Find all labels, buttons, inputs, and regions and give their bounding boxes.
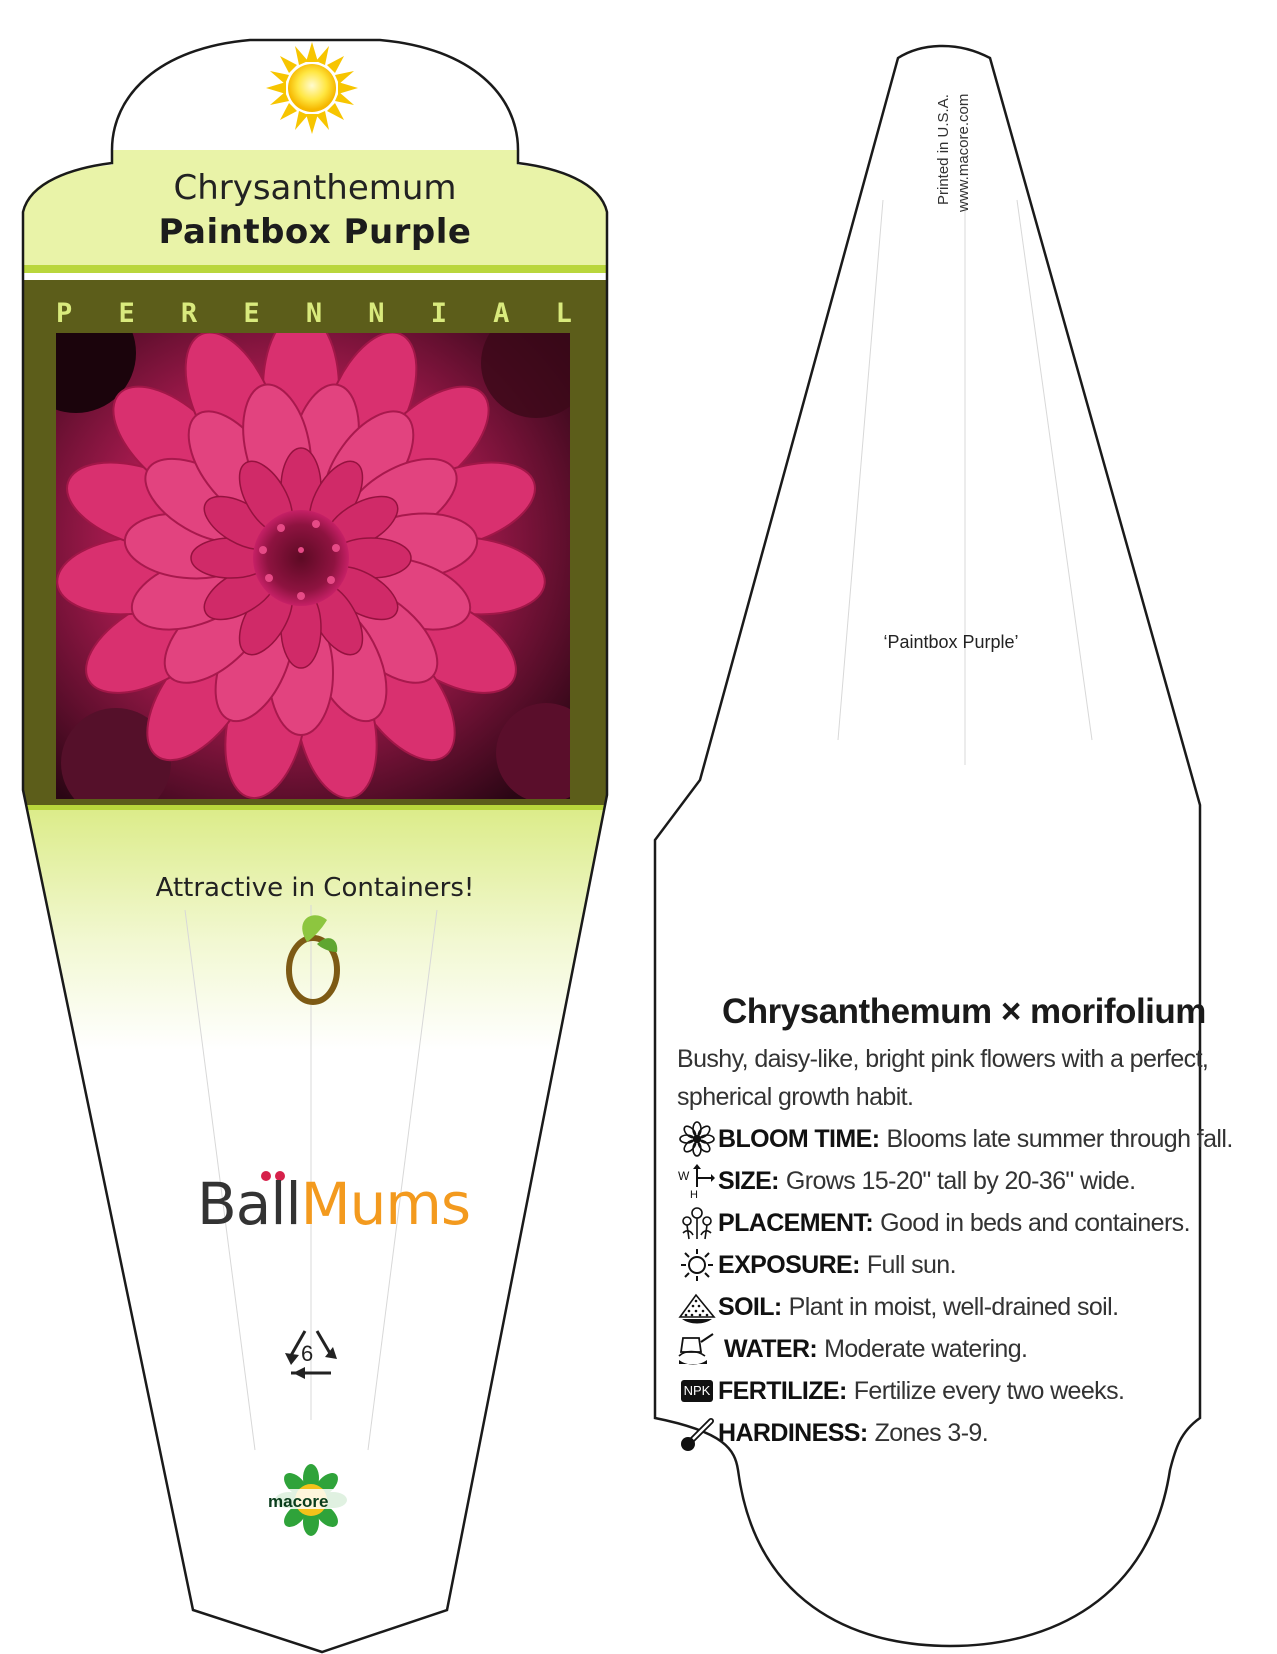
care-label: HARDINESS: xyxy=(718,1418,868,1447)
plant-genus: Chrysanthemum xyxy=(173,168,457,208)
scientific-name: Chrysanthemum × morifolium xyxy=(722,992,1206,1031)
care-placement xyxy=(676,1202,1246,1244)
size-icon-w: W xyxy=(678,1169,689,1183)
ballmums-logo xyxy=(197,1170,470,1238)
description: Bushy, daisy-like, bright pink flowers with a perfect, spherical growth habit. xyxy=(677,1045,1209,1111)
care-value: Zones 3-9. xyxy=(874,1418,989,1447)
care-exposure xyxy=(676,1244,1246,1286)
care-value: Grows 15-20" tall by 20-36" wide. xyxy=(785,1166,1136,1195)
size-icon xyxy=(676,1163,718,1199)
type-letter: N xyxy=(368,298,385,329)
type-letter: E xyxy=(243,298,260,329)
type-letter: N xyxy=(305,298,323,329)
type-letter: L xyxy=(555,298,572,329)
care-bloom-time xyxy=(676,1118,1246,1160)
front-tag xyxy=(0,34,640,1654)
care-label: SIZE: xyxy=(718,1166,779,1195)
care-value: Full sun. xyxy=(866,1250,956,1279)
pink-chrysanthemum-flower-photo xyxy=(16,293,596,818)
care-water xyxy=(676,1328,1246,1370)
common-name: ‘Paintbox Purple’ xyxy=(883,632,1019,652)
npk-label: NPK xyxy=(681,1380,714,1402)
sun-icon xyxy=(266,42,358,134)
placement-plants-icon xyxy=(676,1205,718,1241)
care-hardiness xyxy=(676,1412,1246,1454)
care-value: Moderate watering. xyxy=(824,1334,1028,1363)
printed-in: Printed in U.S.A. xyxy=(935,94,952,205)
website: www.macore.com xyxy=(955,93,972,212)
type-letter: A xyxy=(493,298,510,329)
care-value: Fertilize every two weeks. xyxy=(853,1376,1125,1405)
watering-can-icon xyxy=(676,1331,718,1367)
care-value: Plant in moist, well-drained soil. xyxy=(788,1292,1119,1321)
plant-type-perennial xyxy=(56,298,572,329)
care-label: WATER: xyxy=(724,1334,818,1363)
type-letter: E xyxy=(118,298,135,329)
care-value: Blooms late summer through fall. xyxy=(886,1124,1233,1153)
care-fertilize xyxy=(676,1370,1246,1412)
tagline: Attractive in Containers! xyxy=(155,873,475,903)
flower-icon xyxy=(676,1121,718,1157)
sun-outline-icon xyxy=(676,1247,718,1283)
soil-icon xyxy=(676,1289,718,1325)
care-list xyxy=(676,1118,1246,1454)
recycle-number: 6 xyxy=(301,1341,314,1366)
care-label: EXPOSURE: xyxy=(718,1250,860,1279)
brand-part-mums: Mums xyxy=(300,1170,471,1238)
care-label: SOIL: xyxy=(718,1292,782,1321)
size-icon-h: H xyxy=(690,1189,698,1201)
type-letter: P xyxy=(56,298,73,329)
thermometer-icon xyxy=(676,1415,718,1451)
type-letter: I xyxy=(430,298,447,329)
care-label: FERTILIZE: xyxy=(718,1376,847,1405)
type-letter: R xyxy=(180,298,198,329)
npk-fertilizer-icon xyxy=(676,1373,718,1409)
care-value: Good in beds and containers. xyxy=(880,1208,1190,1237)
care-label: BLOOM TIME: xyxy=(718,1124,880,1153)
care-size xyxy=(676,1160,1246,1202)
care-soil xyxy=(676,1286,1246,1328)
plant-cultivar: Paintbox Purple xyxy=(158,212,472,252)
macore-logo-text: macore xyxy=(268,1492,329,1511)
brand-part-ball: Ball xyxy=(197,1170,301,1238)
care-label: PLACEMENT: xyxy=(718,1208,874,1237)
